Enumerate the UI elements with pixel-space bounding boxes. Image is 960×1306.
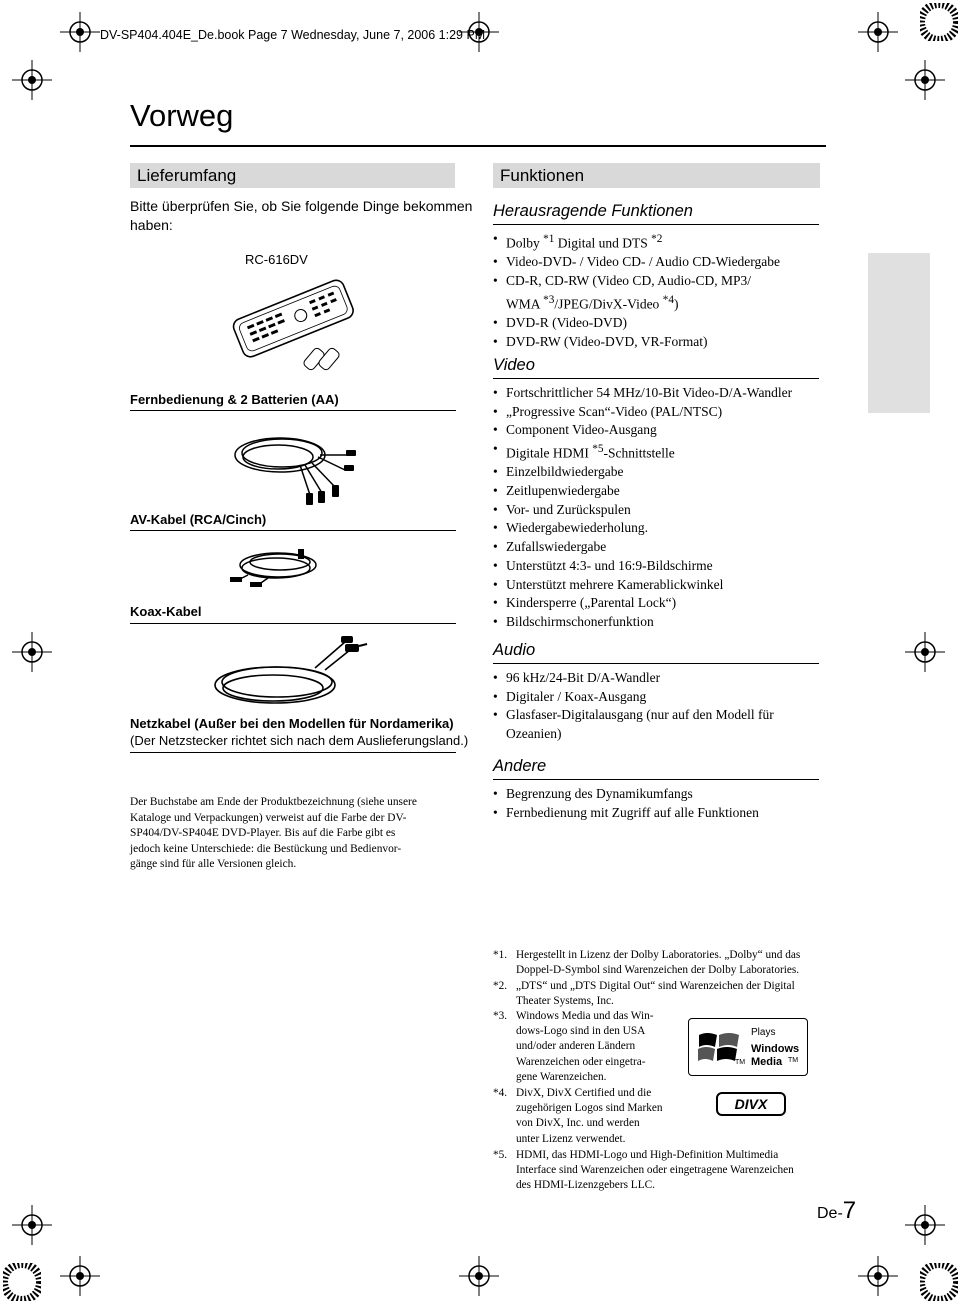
item-divider <box>130 530 456 531</box>
text: CD-R, CD-RW (Video CD, Audio-CD, MP3/ <box>506 272 751 288</box>
registration-mark-icon <box>858 12 898 52</box>
subheading-rule <box>493 663 819 664</box>
item-divider <box>130 410 456 411</box>
intro-line: Bitte überprüfen Sie, ob Sie folgende Dinge bekommen <box>130 198 473 214</box>
footnote-line: HDMI, das HDMI-Logo und High-Definition Multimedia <box>516 1149 779 1161</box>
list-audio <box>493 669 823 744</box>
footnote-line: Doppel-D-Symbol sind Warenzeichen der Dolby Laboratories. <box>516 964 800 977</box>
list-item <box>493 230 823 253</box>
list-item: • Kindersperre („Parental Lock“) <box>493 594 823 613</box>
footnote-1 <box>493 948 833 978</box>
footnote-marker: *1. <box>493 949 508 961</box>
list-item: • Video-DVD- / Video CD- / Audio CD-Wiedergabe <box>493 253 823 272</box>
remote-control-illustration <box>230 268 360 373</box>
divx-text: DIVX <box>734 1096 768 1112</box>
subheading-video: Video <box>493 356 535 374</box>
list-item: • 96 kHz/24-Bit D/A-Wandler <box>493 669 823 688</box>
subheading-rule <box>493 378 819 379</box>
list-item <box>493 706 823 743</box>
text: WMA <box>506 296 544 312</box>
section-heading-funktionen: Funktionen <box>493 163 820 188</box>
list-item: • Digitaler / Koax-Ausgang <box>493 688 823 707</box>
footnote-line: von DivX, Inc. und werden <box>516 1117 640 1130</box>
list-andere <box>493 785 823 822</box>
page-title: Vorweg <box>130 98 234 133</box>
list-item: • Zufallswiedergabe <box>493 538 823 557</box>
footnote-3 <box>493 1009 693 1085</box>
registration-mark-icon <box>858 1256 898 1296</box>
note-line: jedoch keine Unterschiede: die Bestückung und Bedienvor- <box>130 842 402 855</box>
trademark: TM <box>735 1059 746 1066</box>
lieferumfang-intro <box>130 197 472 235</box>
text: /JPEG/DivX-Video <box>554 296 663 312</box>
footnote-marker: *2. <box>493 980 508 992</box>
footnote-line: gene Warenzeichen. <box>516 1070 607 1083</box>
divx-logo <box>716 1092 786 1116</box>
remote-model-label: RC-616DV <box>245 252 308 267</box>
footnote-line: Windows Media und das Win- <box>516 1010 654 1022</box>
registration-mark-icon <box>905 60 945 100</box>
logo-windows: Windows <box>751 1043 800 1055</box>
list-item: • Begrenzung des Dynamikumfangs <box>493 785 823 804</box>
list-item: • „Progressive Scan“-Video (PAL/NTSC) <box>493 403 823 422</box>
text: Glasfaser-Digitalausgang (nur auf den Modell für <box>506 707 774 723</box>
page-prefix: De- <box>817 1205 843 1222</box>
color-wheel-icon <box>920 3 958 41</box>
list-item: • Fernbedienung mit Zugriff auf alle Funktionen <box>493 804 823 823</box>
footnote-line: DivX, DivX Certified und die <box>516 1087 652 1099</box>
list-item: • Einzelbildwiedergabe <box>493 463 823 482</box>
section-heading-lieferumfang: Lieferumfang <box>130 163 455 188</box>
item-divider <box>130 752 456 753</box>
footnote-ref: *5 <box>592 443 604 456</box>
trademark: TM <box>788 1057 799 1064</box>
list-item: • Component Video-Ausgang <box>493 421 823 440</box>
list-video <box>493 384 823 632</box>
subheading-audio: Audio <box>493 641 536 659</box>
registration-mark-icon <box>905 632 945 672</box>
list-item: • DVD-RW (Video-DVD, VR-Format) <box>493 333 823 352</box>
color-wheel-icon <box>920 1263 958 1301</box>
registration-mark-icon <box>905 1205 945 1245</box>
list-item <box>493 440 823 463</box>
list-item: • Unterstützt 4:3- und 16:9-Bildschirme <box>493 557 823 576</box>
title-rule <box>130 145 826 147</box>
coax-cable-illustration <box>228 545 318 603</box>
footnote-marker: *3. <box>493 1010 508 1022</box>
subheading-rule <box>493 779 819 780</box>
list-herausragende <box>493 230 823 351</box>
footnote-4 <box>493 1086 693 1147</box>
note-line: SP404/DV-SP404E DVD-Player. Bis auf die Farbe gibt es <box>130 827 396 839</box>
footnote-line: „DTS“ und „DTS Digital Out“ sind Warenzeichen der Digital <box>516 980 795 992</box>
registration-mark-icon <box>12 632 52 672</box>
text: Dolby <box>506 235 544 251</box>
footnote-2 <box>493 979 833 1009</box>
footnote-ref: *1 <box>543 233 555 245</box>
note-line: gänge sind für alle Versionen gleich. <box>130 858 297 870</box>
registration-mark-icon <box>60 1256 100 1296</box>
footnote-line: Warenzeichen oder eingetra- <box>516 1055 646 1068</box>
footnote-line: Theater Systems, Inc. <box>516 995 614 1008</box>
list-item: • Unterstützt mehrere Kamerablickwinkel <box>493 576 823 595</box>
list-item: • Zeitlupenwiedergabe <box>493 482 823 501</box>
footnote-ref: *4 <box>662 293 674 306</box>
footnote-line: Interface sind Warenzeichen oder eingetragene Warenzeichen <box>516 1164 794 1177</box>
av-cable-illustration <box>230 415 360 510</box>
item-av-cable: AV-Kabel (RCA/Cinch) <box>130 512 267 527</box>
item-power-cord-note: (Der Netzstecker richtet sich nach dem Auslieferungsland.) <box>130 733 469 748</box>
footnote-line: unter Lizenz verwendet. <box>516 1132 626 1145</box>
list-item: • Vor- und Zurückspulen <box>493 501 823 520</box>
subheading-rule <box>493 224 819 225</box>
footnote-line: Hergestellt in Lizenz der Dolby Laboratories. „Dolby“ und das <box>516 949 801 961</box>
footnote-marker: *4. <box>493 1087 508 1099</box>
footnote-line: und/oder anderen Ländern <box>516 1040 636 1053</box>
registration-mark-icon <box>60 12 100 52</box>
list-item: • Wiedergabewiederholung. <box>493 519 823 538</box>
footnote-line: zugehörigen Logos sind Marken <box>516 1102 663 1115</box>
text: Digitale HDMI <box>506 445 593 461</box>
subheading-herausragende: Herausragende Funktionen <box>493 202 693 220</box>
text: Ozeanien) <box>506 726 562 742</box>
footnote-ref: *2 <box>651 233 663 245</box>
text: Digital und DTS <box>554 235 652 251</box>
logo-media: Media <box>751 1056 783 1068</box>
registration-mark-icon <box>459 1256 499 1296</box>
footnote-marker: *5. <box>493 1149 508 1161</box>
windows-media-logo <box>688 1018 808 1076</box>
registration-mark-icon <box>12 60 52 100</box>
note-line: Der Buchstabe am Ende der Produktbezeichnung (siehe unsere <box>130 796 417 808</box>
list-item: • Fortschrittlicher 54 MHz/10-Bit Video-D/A-Wandler <box>493 384 823 403</box>
note-line: Kataloge und Verpackungen) verweist auf die Farbe der DV- <box>130 811 407 824</box>
power-cord-illustration <box>205 630 385 712</box>
intro-line: haben: <box>130 217 173 233</box>
page-num: 7 <box>842 1197 857 1224</box>
logo-plays: Plays <box>751 1027 776 1038</box>
color-wheel-icon <box>3 1263 41 1301</box>
registration-mark-icon <box>12 1205 52 1245</box>
color-note <box>130 795 417 873</box>
item-remote-batteries: Fernbedienung & 2 Batterien (AA) <box>130 392 339 407</box>
item-divider <box>130 623 456 624</box>
side-tab <box>868 253 930 413</box>
text: ) <box>673 296 679 312</box>
subheading-andere: Andere <box>493 757 547 775</box>
footnote-line: dows-Logo sind in den USA <box>516 1025 646 1038</box>
list-item: • DVD-R (Video-DVD) <box>493 314 823 333</box>
item-coax-cable: Koax-Kabel <box>130 604 202 619</box>
list-item <box>493 272 823 314</box>
text: -Schnittstelle <box>603 445 675 461</box>
footnote-ref: *3 <box>543 293 555 306</box>
book-header: DV-SP404.404E_De.book Page 7 Wednesday, June 7, 2006 1:29 PM <box>100 28 486 42</box>
item-power-cord: Netzkabel (Außer bei den Modellen für Nordamerika) <box>130 716 454 731</box>
footnote-5 <box>493 1148 833 1194</box>
footnote-line: des HDMI-Lizenzgebers LLC. <box>516 1179 655 1192</box>
list-item: • Bildschirmschonerfunktion <box>493 613 823 632</box>
page-number <box>817 1197 856 1225</box>
